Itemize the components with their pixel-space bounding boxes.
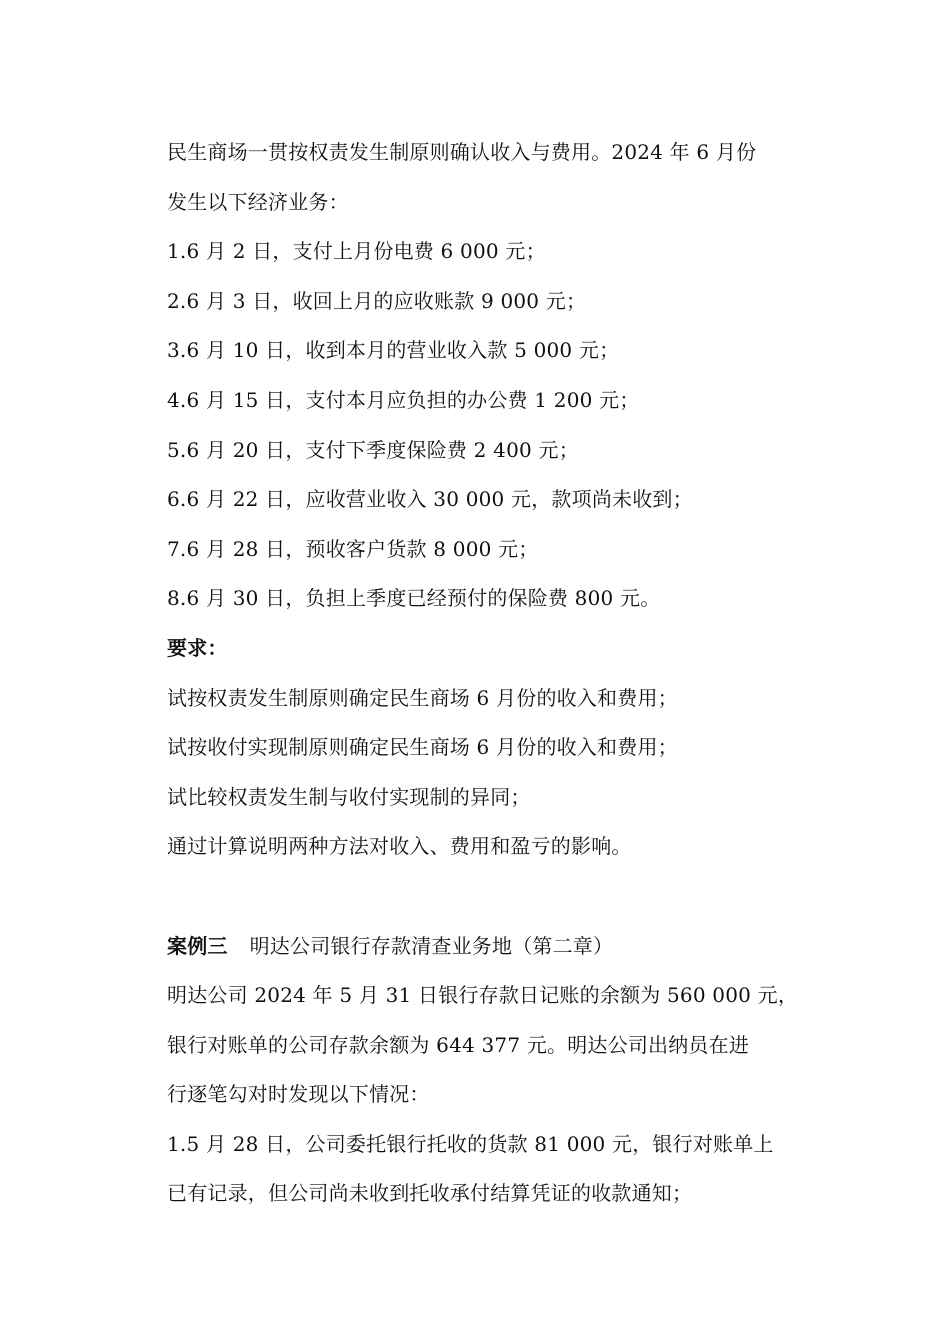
intro-line-1: 民生商场一贯按权责发生制原则确认收入与费用。2024 年 6 月份 — [167, 140, 757, 164]
requirements-heading: 要求： — [167, 635, 228, 660]
case-paragraph-line-3: 行逐笔勾对时发现以下情况： — [167, 1082, 430, 1107]
transaction-item-8: 8.6 月 30 日，负担上季度已经预付的保险费 800 元。 — [167, 586, 661, 611]
transaction-item-7: 7.6 月 28 日，预收客户货款 8 000 元； — [167, 536, 539, 561]
case-item-1-line-2: 已有记录，但公司尚未收到托收承付结算凭证的收款通知； — [167, 1181, 693, 1206]
case-item-1-line-1: 1.5 月 28 日，公司委托银行托收的货款 81 000 元，银行对账单上 — [167, 1131, 774, 1156]
transaction-item-5: 5.6 月 20 日，支付下季度保险费 2 400 元； — [167, 437, 579, 462]
case-title — [167, 922, 827, 972]
intro-line-2: 发生以下经济业务： — [167, 189, 349, 214]
case-paragraph-line-1: 明达公司 2024 年 5 月 31 日银行存款日记账的余额为 560 000 元， — [167, 983, 799, 1008]
transaction-item-2: 2.6 月 3 日，收回上月的应收账款 9 000 元； — [167, 288, 587, 313]
transaction-item-6: 6.6 月 22 日，应收营业收入 30 000 元，款项尚未收到； — [167, 487, 693, 512]
requirement-3: 试比较权责发生制与收付实现制的异同； — [167, 784, 531, 809]
case-paragraph-line-2: 银行对账单的公司存款余额为 644 377 元。明达公司出纳员在进 — [167, 1032, 750, 1057]
requirement-4: 通过计算说明两种方法对收入、费用和盈亏的影响。 — [167, 834, 632, 859]
case-id: 案例三 — [167, 933, 228, 958]
requirement-2: 试按收付实现制原则确定民生商场 6 月份的收入和费用； — [167, 735, 678, 760]
section-spacer — [167, 872, 827, 922]
document-page — [167, 128, 827, 1219]
transaction-item-3: 3.6 月 10 日，收到本月的营业收入款 5 000 元； — [167, 338, 620, 363]
transaction-item-1: 1.6 月 2 日，支付上月份电费 6 000 元； — [167, 239, 546, 264]
case-title-text: 明达公司银行存款清查业务地（第二章） — [249, 933, 614, 958]
requirement-1: 试按权责发生制原则确定民生商场 6 月份的收入和费用； — [167, 685, 678, 710]
transaction-item-4: 4.6 月 15 日，支付本月应负担的办公费 1 200 元； — [167, 387, 640, 412]
